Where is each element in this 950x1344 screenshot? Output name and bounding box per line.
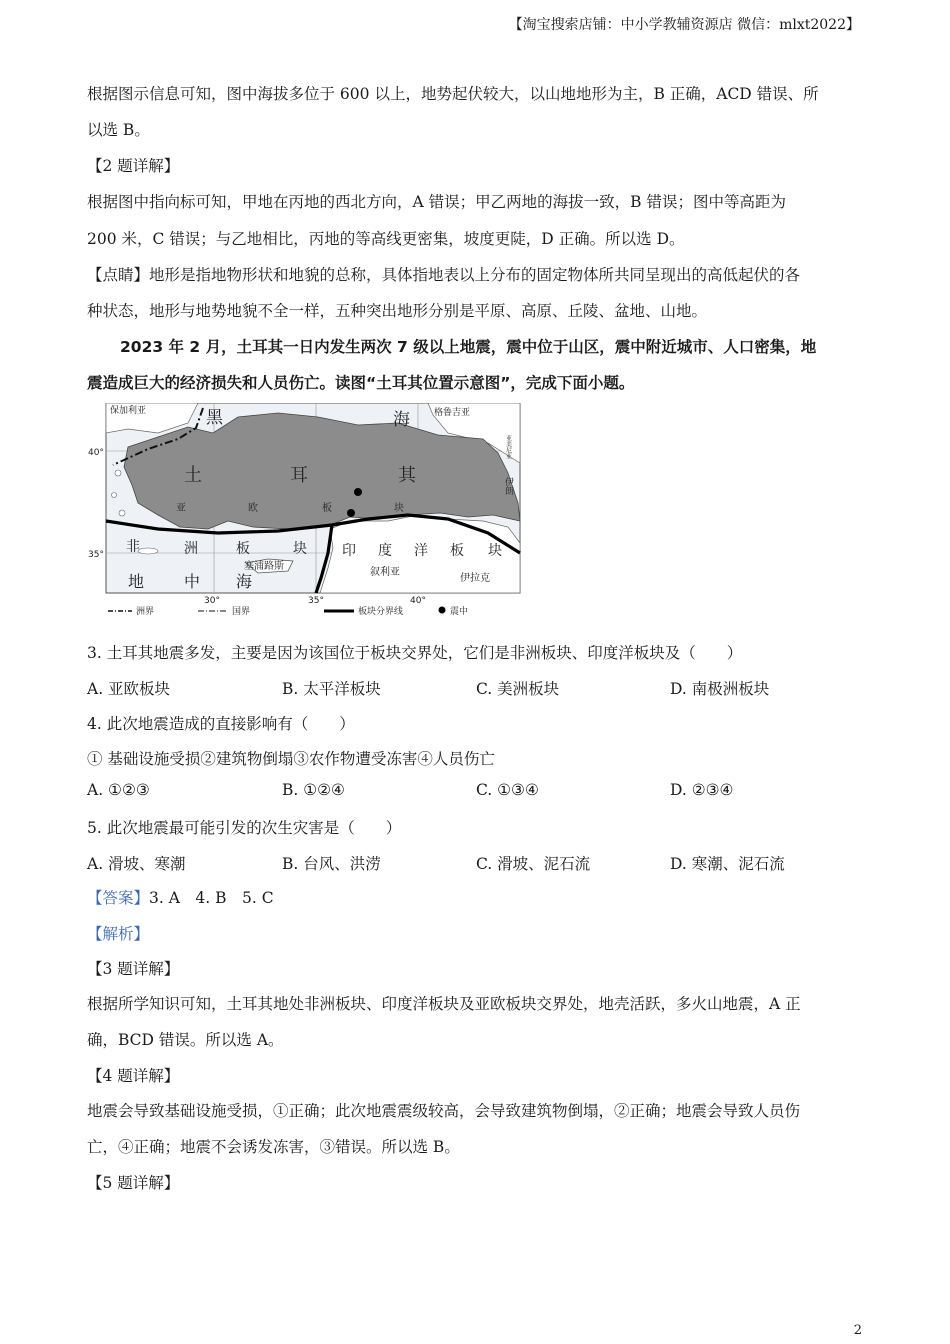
longitude-label: 35° xyxy=(308,596,324,606)
paragraph-line: 以选 B。 xyxy=(87,121,150,139)
map-legend xyxy=(108,605,468,617)
answer-option: B. ①②④ xyxy=(282,781,345,799)
map-label: 亚 xyxy=(176,503,186,514)
answer-option: C. 美洲板块 xyxy=(476,680,560,698)
answer-text: 3. A 4. B 5. C xyxy=(149,889,274,907)
latitude-label: 40° xyxy=(88,448,104,458)
legend-label: 洲界 xyxy=(136,607,155,617)
answer-option: B. 太平洋板块 xyxy=(282,680,381,698)
question-stem: 4. 此次地震造成的直接影响有（ ） xyxy=(87,715,355,733)
analysis-label: 【解析】 xyxy=(87,925,150,943)
map-label: 伊拉克 xyxy=(460,573,490,584)
map-label: 块 xyxy=(394,503,404,514)
map-label: 海 xyxy=(393,410,410,430)
map-label: 塞浦路斯 xyxy=(244,561,284,572)
answer-option: C. ①③④ xyxy=(476,781,539,799)
turkey-location-map xyxy=(88,403,522,618)
answer-option: A. 滑坡、寒潮 xyxy=(87,855,186,873)
paragraph-line: 确，BCD 错误。所以选 A。 xyxy=(87,1031,284,1049)
page-header: 【淘宝搜索店铺：中小学教辅资源店 微信：mlxt2022】 xyxy=(508,17,860,33)
paragraph-line: 根据所学知识可知，土耳其地处非洲板块、印度洋板块及亚欧板块交界处，地壳活跃，多火山地震，A 正 xyxy=(87,995,801,1013)
map-label: 海 xyxy=(236,572,253,591)
map-label: 耳 xyxy=(290,465,308,486)
section-heading: 【4 题详解】 xyxy=(87,1067,180,1085)
tip-paragraph: 【点睛】地形是指地物形状和地貌的总称，具体指地表以上分布的固定物体所共同呈现出的高低起伏的各 xyxy=(87,266,801,284)
map-label: 度 xyxy=(378,543,392,559)
answer-option: A. ①②③ xyxy=(87,781,150,799)
map-label: 其 xyxy=(398,465,416,486)
paragraph-line: 亡，④正确；地震不会诱发冻害，③错误。所以选 B。 xyxy=(87,1138,460,1156)
map-label: 土 xyxy=(184,465,202,486)
epicenter-marker xyxy=(347,509,355,517)
map-label: 中 xyxy=(184,572,201,591)
legend-label: 震中 xyxy=(450,607,469,617)
map-label: 非 xyxy=(126,539,140,555)
answer-option: D. 寒潮、泥石流 xyxy=(670,855,785,873)
epicenter-marker xyxy=(354,488,362,496)
map-label: 块 xyxy=(488,543,502,559)
question-stem: 3. 土耳其地震多发，主要是因为该国位于板块交界处，它们是非洲板块、印度洋板块及（ ） xyxy=(87,644,743,662)
answer-option: A. 亚欧板块 xyxy=(87,680,171,698)
map-label: 伊朗 xyxy=(503,477,513,495)
answer-option: B. 台风、洪涝 xyxy=(282,855,381,873)
map-label: 板 xyxy=(236,541,250,557)
map-label: 格鲁吉亚 xyxy=(434,408,471,418)
intro-line: 震造成巨大的经济损失和人员伤亡。读图“土耳其位置示意图”，完成下面小题。 xyxy=(87,374,635,392)
map-label: 欧 xyxy=(248,503,258,514)
paragraph-line: 根据图示信息可知，图中海拔多位于 600 以上，地势起伏较大，以山地地形为主，B 正确，ACD 错误、所 xyxy=(87,85,819,103)
map-label: 洋 xyxy=(414,543,428,559)
answer-label: 【答案】 xyxy=(87,889,150,907)
longitude-label: 30° xyxy=(204,596,220,606)
paragraph-line: 种状态，地形与地势地貌不全一样，五种突出地形分别是平原、高原、丘陵、盆地、山地。 xyxy=(87,302,708,320)
intro-line: 2023 年 2 月，土耳其一日内发生两次 7 级以上地震，震中位于山区，震中附近城市、人口密集，地 xyxy=(120,338,817,356)
map-label: 地 xyxy=(128,572,145,591)
map-label: 黑 xyxy=(206,408,223,428)
map-label: 洲 xyxy=(184,541,198,557)
latitude-label: 35° xyxy=(88,550,104,560)
map-label: 板 xyxy=(450,543,464,559)
legend-label: 板块分界线 xyxy=(358,607,404,617)
paragraph-line: 根据图中指向标可知，甲地在丙地的西北方向，A 错误；甲乙两地的海拔一致，B 错误；图中等高距为 xyxy=(87,193,786,211)
map-label: 叙利亚 xyxy=(370,567,400,578)
map-label: 板 xyxy=(322,503,332,514)
question-stem: 5. 此次地震最可能引发的次生灾害是（ ） xyxy=(87,819,402,837)
paragraph-line: 200 米，C 错误；与乙地相比，丙地的等高线更密集，坡度更陡，D 正确。所以选 D。 xyxy=(87,230,685,248)
section-heading: 【5 题详解】 xyxy=(87,1174,180,1192)
answer-option: D. 南极洲板块 xyxy=(670,680,770,698)
section-heading: 【2 题详解】 xyxy=(87,157,180,175)
section-heading: 【3 题详解】 xyxy=(87,960,180,978)
question-sub-items: ① 基础设施受损②建筑物倒塌③农作物遭受冻害④人员伤亡 xyxy=(87,750,495,768)
answer-option: C. 滑坡、泥石流 xyxy=(476,855,591,873)
map-label: 块 xyxy=(293,541,307,557)
map-label: 保加利亚 xyxy=(110,406,147,416)
paragraph-line: 地震会导致基础设施受损，①正确；此次地震震级较高，会导致建筑物倒塌，②正确；地震会导致人员伤 xyxy=(87,1102,801,1120)
map-label: 亚美尼亚 xyxy=(504,435,512,459)
map-label: 印 xyxy=(342,543,356,559)
longitude-label: 40° xyxy=(410,596,426,606)
legend-label: 国界 xyxy=(232,607,251,617)
answer-option: D. ②③④ xyxy=(670,781,734,799)
answer-line xyxy=(87,886,274,908)
page-number: 2 xyxy=(853,1323,862,1338)
